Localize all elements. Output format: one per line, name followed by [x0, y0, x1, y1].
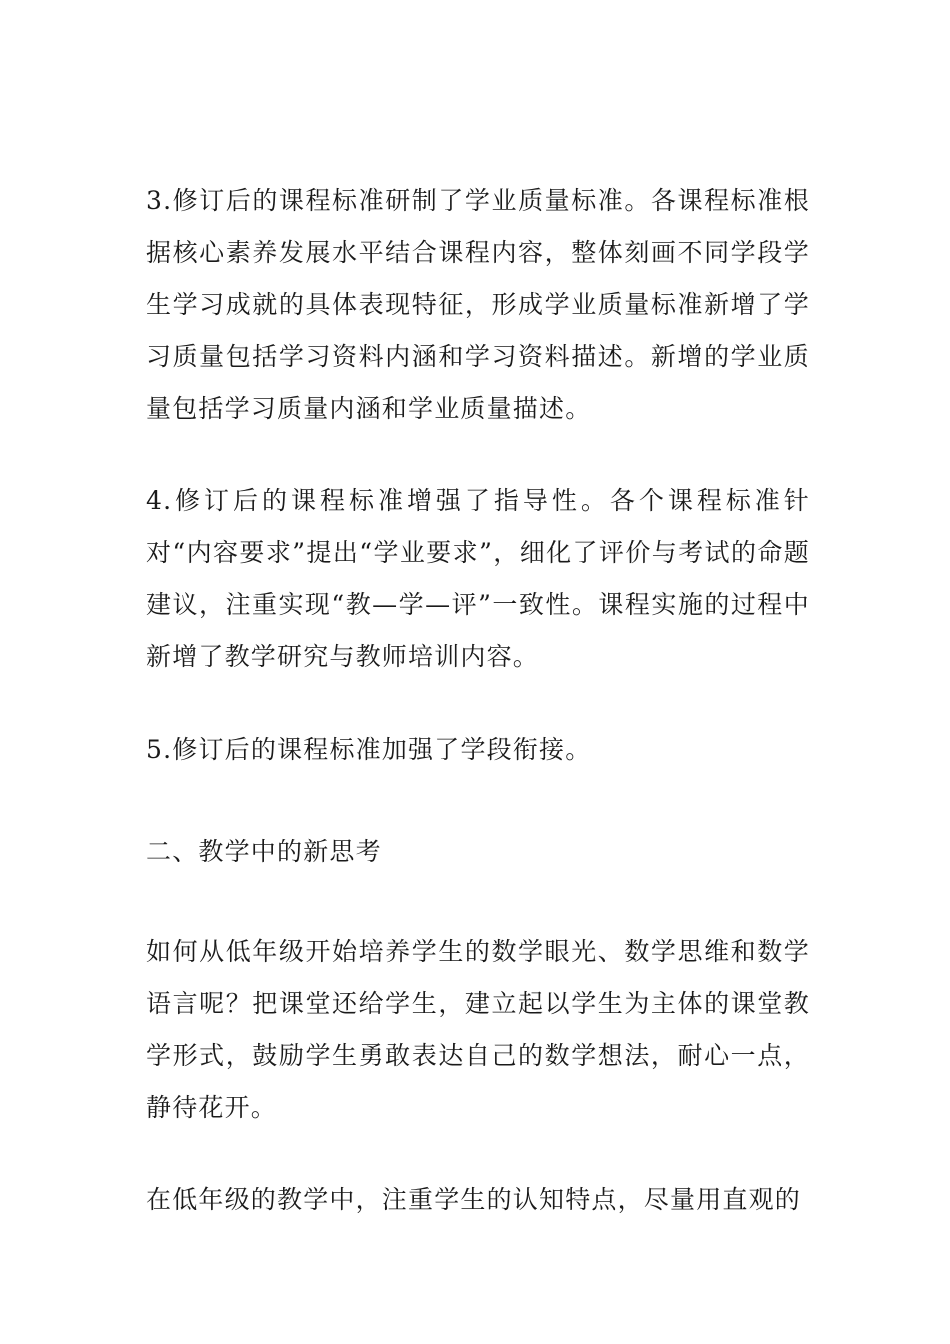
section-heading-new-thinking: 二、教学中的新思考: [146, 837, 382, 866]
paragraph-low-grade-teaching: 在低年级的教学中，注重学生的认知特点，尽量用直观的: [146, 1185, 802, 1214]
paragraph-item-3-quality-standard: 3.修订后的课程标准研制了学业质量标准。各课程标准根据核心素养发展水平结合课程内容，整体刻画不同学段学生学习成就的具体表现特征，形成学业质量标准新增了学习质量包括学习资料内涵和学习资料描述。新增的学业质量包括学习质量内涵和学业质量描述。: [146, 186, 810, 423]
paragraph-item-4-guidance: 4.修订后的课程标准增强了指导性。各个课程标准针对“内容要求”提出“学业要求”，细化了评价与考试的命题建议，注重实现“教—学—评”一致性。课程实施的过程中新增了教学研究与教师培训内容。: [146, 486, 810, 671]
paragraph-item-5-stage-connection: 5.修订后的课程标准加强了学段衔接。: [146, 735, 592, 764]
paragraph-cultivate-math: 如何从低年级开始培养学生的数学眼光、数学思维和数学语言呢？把课堂还给学生，建立起以学生为主体的课堂教学形式，鼓励学生勇敢表达自己的数学想法，耐心一点，静待花开。: [146, 937, 810, 1122]
